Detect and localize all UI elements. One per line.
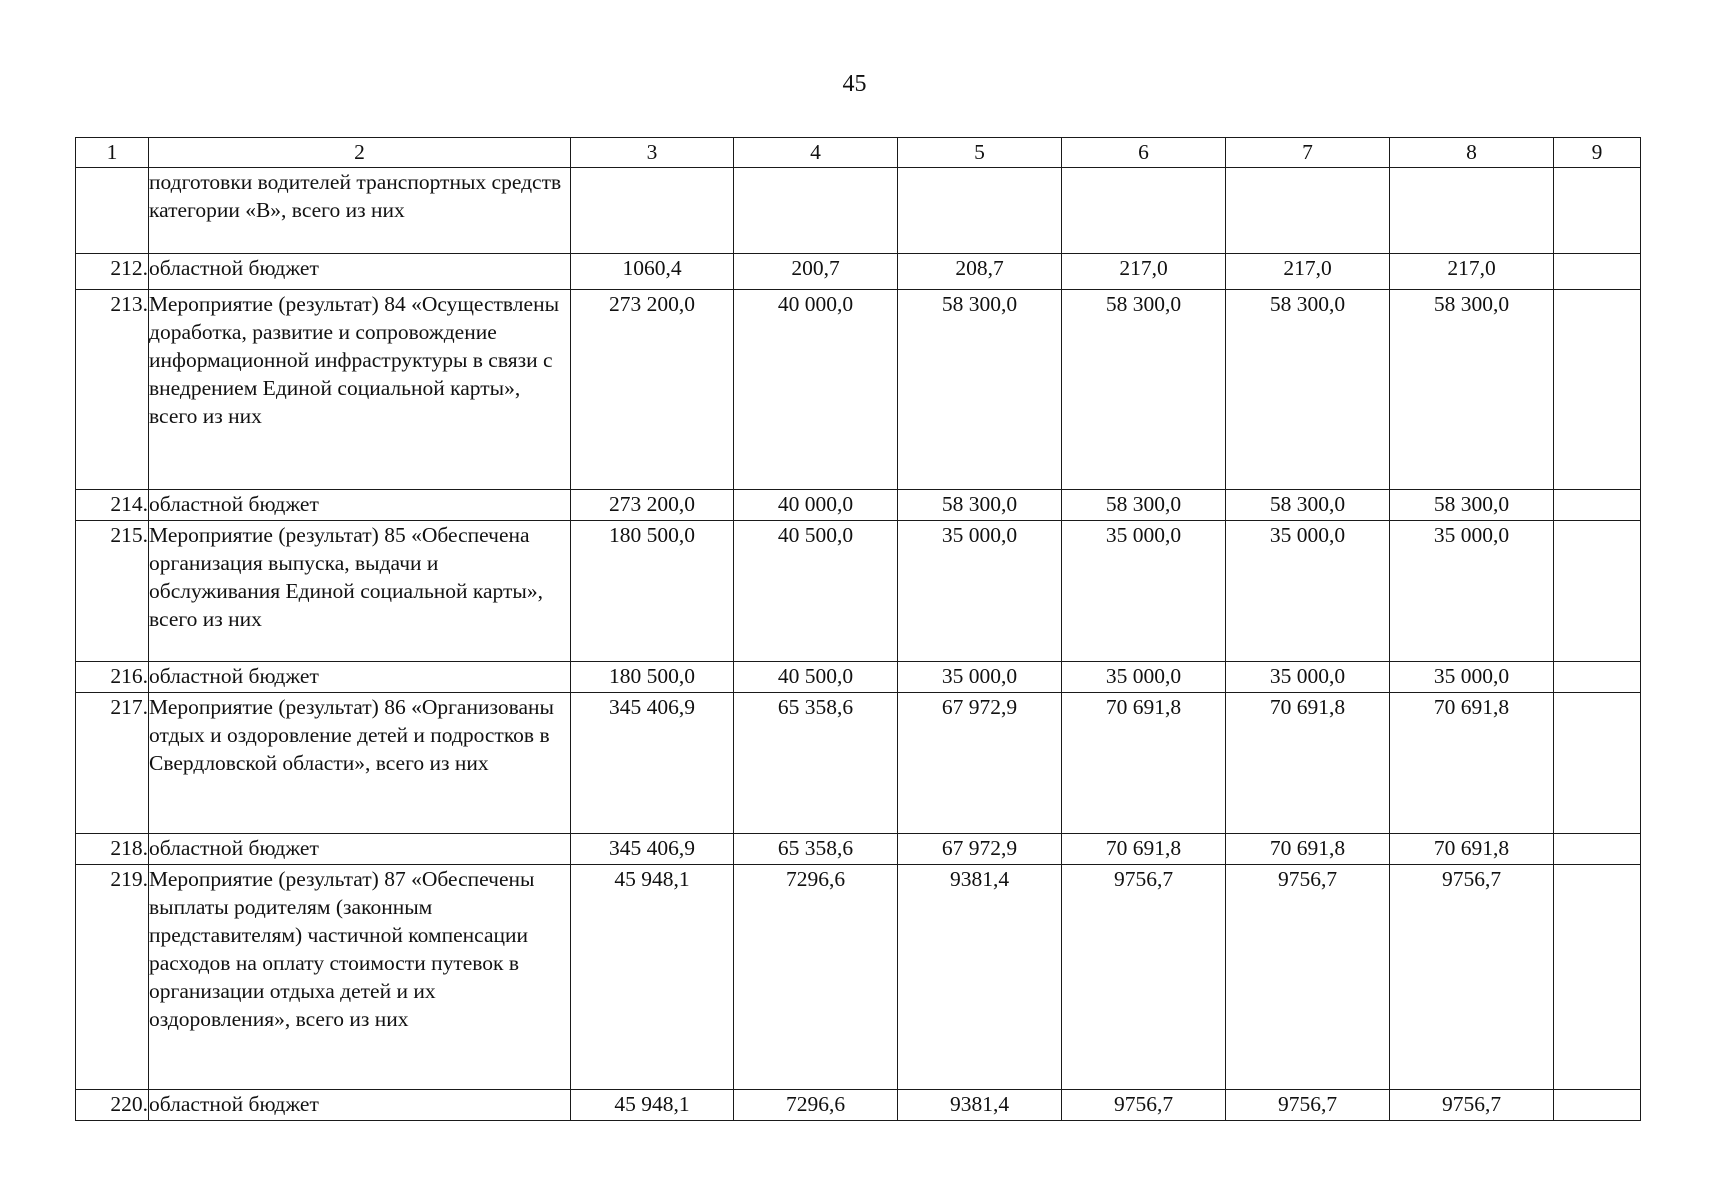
row-name-cell: областной бюджет: [149, 662, 571, 693]
row-number-cell: 213.: [76, 290, 149, 490]
value-cell: 70 691,8: [1390, 693, 1554, 834]
value-cell: 40 000,0: [734, 490, 898, 521]
value-cell: 9756,7: [1062, 865, 1226, 1090]
table-row: [76, 865, 1641, 1090]
row-name-cell: Мероприятие (результат) 85 «Обеспечена организация выпуска, выдачи и обслуживания Единой социальной карты», всего из них: [149, 521, 571, 662]
value-cell: 35 000,0: [1390, 662, 1554, 693]
empty-cell: [1554, 290, 1641, 490]
value-cell: 58 300,0: [898, 290, 1062, 490]
table-header-row: [76, 138, 1641, 168]
value-cell: 70 691,8: [1226, 693, 1390, 834]
column-header: 8: [1390, 138, 1554, 168]
column-header: 9: [1554, 138, 1641, 168]
value-cell: 180 500,0: [571, 662, 734, 693]
value-cell: [734, 168, 898, 254]
row-number-cell: 212.: [76, 254, 149, 290]
value-cell: 1060,4: [571, 254, 734, 290]
value-cell: 70 691,8: [1226, 834, 1390, 865]
column-header: 6: [1062, 138, 1226, 168]
value-cell: [1390, 168, 1554, 254]
row-name-cell: подготовки водителей транспортных средств категории «В», всего из них: [149, 168, 571, 254]
column-header: 3: [571, 138, 734, 168]
table-row: [76, 662, 1641, 693]
table-row: [76, 290, 1641, 490]
row-name-cell: Мероприятие (результат) 87 «Обеспечены выплаты родителям (законным представителям) частичной компенсации расходов на оплату стоимости путевок в организации отдыха детей и их оздоровления», всего из них: [149, 865, 571, 1090]
value-cell: 67 972,9: [898, 693, 1062, 834]
value-cell: 273 200,0: [571, 490, 734, 521]
value-cell: 65 358,6: [734, 834, 898, 865]
row-number-cell: 218.: [76, 834, 149, 865]
value-cell: [898, 168, 1062, 254]
value-cell: [571, 168, 734, 254]
value-cell: 9756,7: [1226, 865, 1390, 1090]
row-name-cell: областной бюджет: [149, 834, 571, 865]
page-number: 45: [842, 71, 867, 97]
value-cell: 58 300,0: [1390, 290, 1554, 490]
value-cell: 45 948,1: [571, 865, 734, 1090]
table-row: [76, 693, 1641, 834]
empty-cell: [1554, 865, 1641, 1090]
empty-cell: [1554, 1090, 1641, 1121]
column-header: 2: [149, 138, 571, 168]
table-row: [76, 1090, 1641, 1121]
empty-cell: [1554, 834, 1641, 865]
empty-cell: [1554, 168, 1641, 254]
value-cell: [1226, 168, 1390, 254]
row-number-cell: 215.: [76, 521, 149, 662]
value-cell: 9756,7: [1390, 1090, 1554, 1121]
value-cell: 58 300,0: [1062, 490, 1226, 521]
empty-cell: [1554, 490, 1641, 521]
value-cell: 217,0: [1390, 254, 1554, 290]
value-cell: 273 200,0: [571, 290, 734, 490]
value-cell: 9756,7: [1062, 1090, 1226, 1121]
value-cell: 7296,6: [734, 865, 898, 1090]
row-number-cell: 214.: [76, 490, 149, 521]
empty-cell: [1554, 521, 1641, 662]
table-row: [76, 168, 1641, 254]
value-cell: 200,7: [734, 254, 898, 290]
row-name-cell: областной бюджет: [149, 254, 571, 290]
value-cell: 35 000,0: [1226, 662, 1390, 693]
value-cell: 217,0: [1226, 254, 1390, 290]
value-cell: 40 500,0: [734, 521, 898, 662]
value-cell: 40 000,0: [734, 290, 898, 490]
value-cell: 58 300,0: [1390, 490, 1554, 521]
row-number-cell: 220.: [76, 1090, 149, 1121]
value-cell: 58 300,0: [1062, 290, 1226, 490]
column-header: 4: [734, 138, 898, 168]
value-cell: 58 300,0: [1226, 290, 1390, 490]
value-cell: 40 500,0: [734, 662, 898, 693]
empty-cell: [1554, 254, 1641, 290]
empty-cell: [1554, 662, 1641, 693]
value-cell: 58 300,0: [898, 490, 1062, 521]
row-number-cell: [76, 168, 149, 254]
value-cell: 58 300,0: [1226, 490, 1390, 521]
table-row: [76, 254, 1641, 290]
value-cell: 180 500,0: [571, 521, 734, 662]
row-name-cell: Мероприятие (результат) 86 «Организованы отдых и оздоровление детей и подростков в Свердловской области», всего из них: [149, 693, 571, 834]
value-cell: [1062, 168, 1226, 254]
value-cell: 35 000,0: [898, 521, 1062, 662]
value-cell: 9381,4: [898, 1090, 1062, 1121]
value-cell: 35 000,0: [1390, 521, 1554, 662]
row-number-cell: 216.: [76, 662, 149, 693]
budget-table: [75, 137, 1641, 1121]
row-number-cell: 219.: [76, 865, 149, 1090]
table-row: [76, 834, 1641, 865]
row-name-cell: областной бюджет: [149, 1090, 571, 1121]
value-cell: 208,7: [898, 254, 1062, 290]
value-cell: 35 000,0: [1062, 662, 1226, 693]
value-cell: 35 000,0: [898, 662, 1062, 693]
table-row: [76, 521, 1641, 662]
value-cell: 217,0: [1062, 254, 1226, 290]
value-cell: 9756,7: [1390, 865, 1554, 1090]
value-cell: 35 000,0: [1062, 521, 1226, 662]
table-row: [76, 490, 1641, 521]
row-name-cell: Мероприятие (результат) 84 «Осуществлены доработка, развитие и сопровождение информационной инфраструктуры в связи с внедрением Единой социальной карты», всего из них: [149, 290, 571, 490]
value-cell: 345 406,9: [571, 834, 734, 865]
column-header: 5: [898, 138, 1062, 168]
empty-cell: [1554, 693, 1641, 834]
value-cell: 67 972,9: [898, 834, 1062, 865]
value-cell: 345 406,9: [571, 693, 734, 834]
value-cell: 7296,6: [734, 1090, 898, 1121]
column-header: 7: [1226, 138, 1390, 168]
row-number-cell: 217.: [76, 693, 149, 834]
value-cell: 9756,7: [1226, 1090, 1390, 1121]
value-cell: 65 358,6: [734, 693, 898, 834]
row-name-cell: областной бюджет: [149, 490, 571, 521]
value-cell: 70 691,8: [1062, 693, 1226, 834]
value-cell: 45 948,1: [571, 1090, 734, 1121]
value-cell: 70 691,8: [1062, 834, 1226, 865]
value-cell: 35 000,0: [1226, 521, 1390, 662]
value-cell: 9381,4: [898, 865, 1062, 1090]
value-cell: 70 691,8: [1390, 834, 1554, 865]
column-header: 1: [76, 138, 149, 168]
